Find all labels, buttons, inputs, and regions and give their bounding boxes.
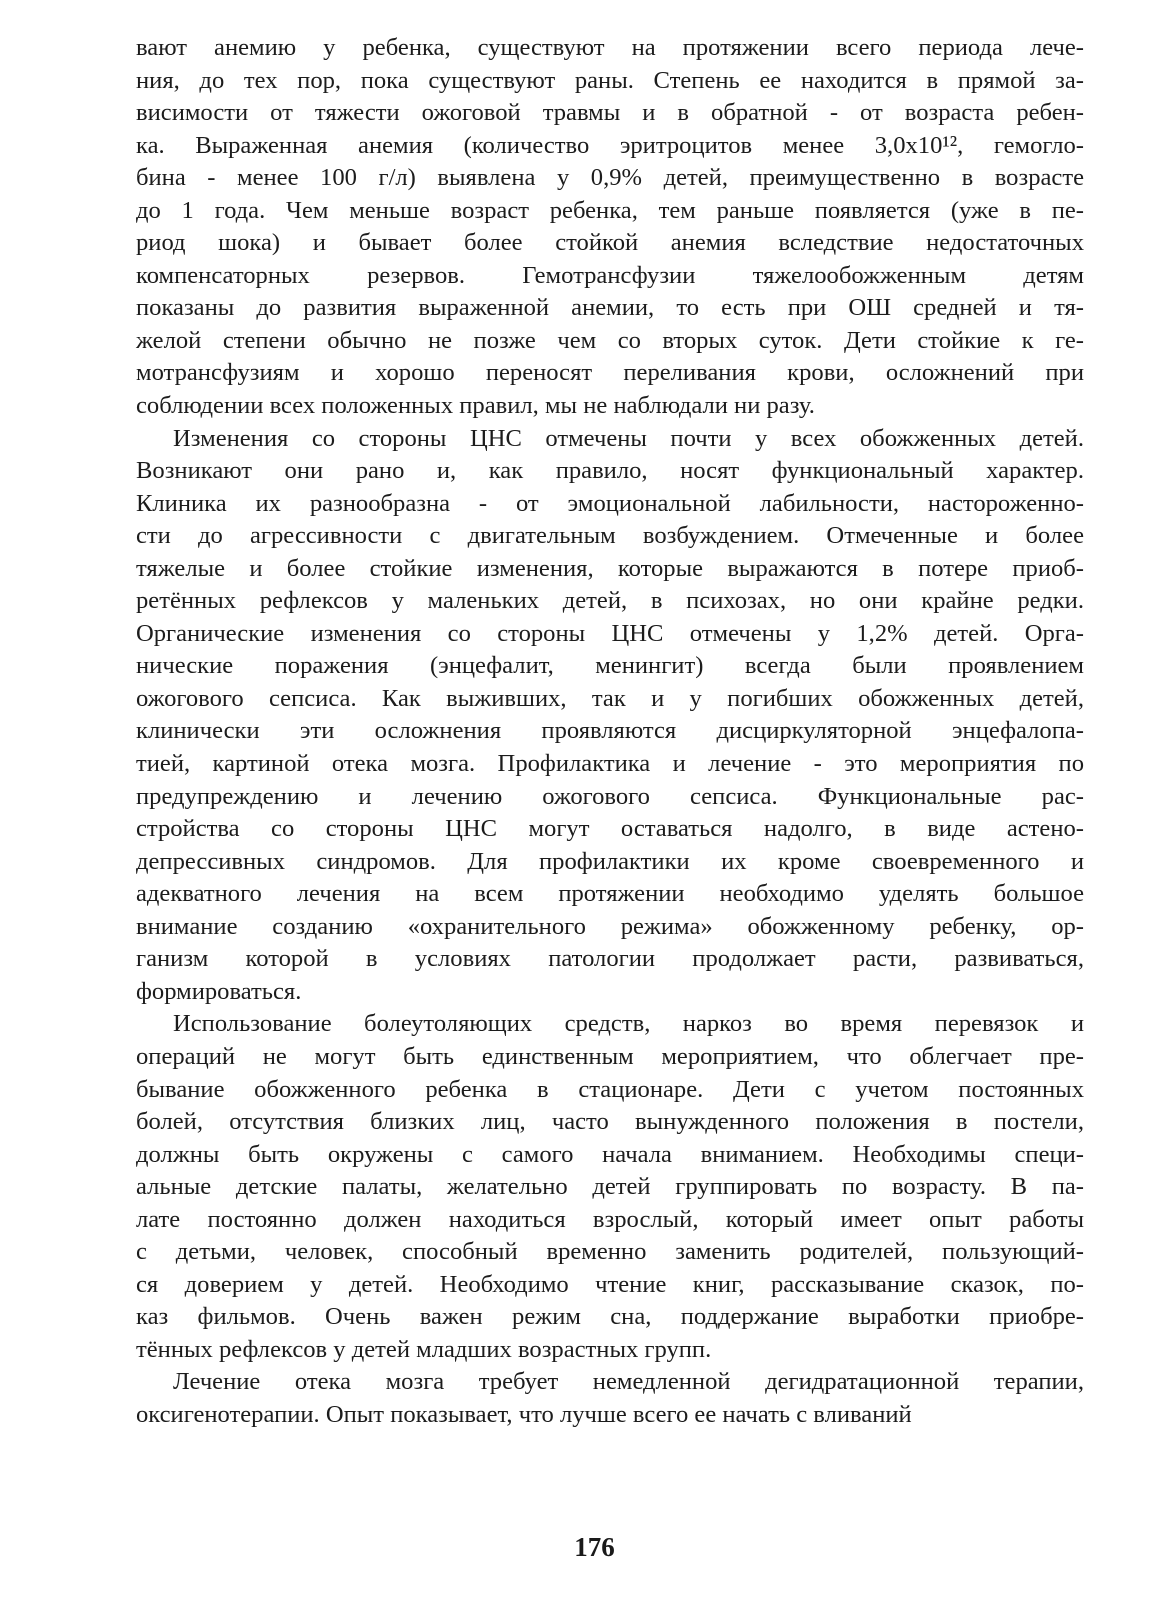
text-line: Органические изменения со стороны ЦНС отмечены у 1,2% детей. Орга- [136, 619, 1084, 647]
text-line: тённых рефлексов у детей младших возрастных групп. [136, 1335, 712, 1363]
text-line: сти до агрессивности с двигательным возбуждением. Отмеченные и более [136, 522, 1084, 550]
text-line: депрессивных синдромов. Для профилактики их кроме своевременного и [136, 847, 1084, 875]
text-line: компенсаторных резервов. Гемотрансфузии тяжелообожженным детям [136, 261, 1084, 289]
text-line: формироваться. [136, 977, 302, 1005]
text-line: каз фильмов. Очень важен режим сна, поддержание выработки приобре- [136, 1303, 1084, 1331]
text-line: должны быть окружены с самого начала вниманием. Необходимы специ- [136, 1140, 1084, 1168]
text-line: предупреждению и лечению ожогового сепсиса. Функциональные рас- [136, 782, 1084, 810]
text-line: лате постоянно должен находиться взрослый, который имеет опыт работы [136, 1205, 1084, 1233]
text-line: Клиника их разнообразна - от эмоциональной лабильности, настороженно- [136, 489, 1084, 517]
text-line: висимости от тяжести ожоговой травмы и в обратной - от возраста ребен- [136, 99, 1084, 127]
text-line: с детьми, человек, способный временно заменить родителей, пользующий- [136, 1238, 1084, 1266]
paragraph-p1 [136, 32, 1084, 423]
text-line: мотрансфузиям и хорошо переносят переливания крови, осложнений при [136, 359, 1084, 387]
text-line: до 1 года. Чем меньше возраст ребенка, тем раньше появляется (уже в пе- [136, 196, 1084, 224]
text-line: ка. Выраженная анемия (количество эритроцитов менее 3,0х10¹², гемогло- [136, 131, 1084, 159]
text-line: клинически эти осложнения проявляются дисциркуляторной энцефалопа- [136, 717, 1084, 745]
text-line: риод шока) и бывает более стойкой анемия вследствие недостаточных [136, 229, 1084, 257]
text-line: вают анемию у ребенка, существуют на протяжении всего периода лече- [136, 34, 1084, 61]
text-line: ожогового сепсиса. Как выживших, так и у погибших обожженных детей, [136, 684, 1084, 712]
paragraph-p3 [136, 1008, 1084, 1366]
text-line: бывание обожженного ребенка в стационаре. Дети с учетом постоянных [136, 1075, 1084, 1103]
text-line: бина - менее 100 г/л) выявлена у 0,9% детей, преимущественно в возрасте [136, 164, 1084, 192]
text-line: показаны до развития выраженной анемии, то есть при ОШ средней и тя- [136, 294, 1084, 322]
text-line: тяжелые и более стойкие изменения, которые выражаются в потере приоб- [136, 554, 1084, 582]
paragraph-p2 [136, 423, 1084, 1009]
text-line: ния, до тех пор, пока существуют раны. Степень ее находится в прямой за- [136, 66, 1084, 94]
text-line: ся доверием у детей. Необходимо чтение книг, рассказывание сказок, по- [136, 1270, 1084, 1298]
paragraph-p4 [136, 1366, 1084, 1431]
text-line: оксигенотерапии. Опыт показывает, что лучше всего ее начать с вливаний [136, 1400, 912, 1428]
text-line: нические поражения (энцефалит, менингит) всегда были проявлением [136, 652, 1084, 680]
text-line: желой степени обычно не позже чем со вторых суток. Дети стойкие к ге- [136, 326, 1084, 354]
text-line: Лечение отека мозга требует немедленной дегидратационной терапии, [173, 1368, 1084, 1396]
body-text [136, 32, 1084, 1432]
text-line: Использование болеутоляющих средств, наркоз во время перевязок и [173, 1010, 1084, 1038]
text-line: соблюдении всех положенных правил, мы не наблюдали ни разу. [136, 392, 815, 420]
text-line: адекватного лечения на всем протяжении необходимо уделять большое [136, 880, 1084, 908]
text-line: Возникают они рано и, как правило, носят функциональный характер. [136, 457, 1084, 485]
text-line: альные детские палаты, желательно детей группировать по возрасту. В па- [136, 1173, 1084, 1201]
text-line: Изменения со стороны ЦНС отмечены почти у всех обожженных детей. [173, 424, 1084, 452]
text-line: внимание созданию «охранительного режима» обожженному ребенку, ор- [136, 912, 1084, 940]
text-line: ганизм которой в условиях патологии продолжает расти, развиваться, [136, 945, 1084, 973]
text-line: болей, отсутствия близких лиц, часто вынужденного положения в постели, [136, 1108, 1084, 1136]
text-line: ретённых рефлексов у маленьких детей, в психозах, но они крайне редки. [136, 587, 1084, 615]
text-line: операций не могут быть единственным мероприятием, что облегчает пре- [136, 1042, 1084, 1070]
text-line: стройства со стороны ЦНС могут оставаться надолго, в виде астено- [136, 815, 1084, 843]
page-number: 176 [574, 1532, 615, 1562]
text-line: тией, картиной отека мозга. Профилактика и лечение - это мероприятия по [136, 750, 1084, 778]
